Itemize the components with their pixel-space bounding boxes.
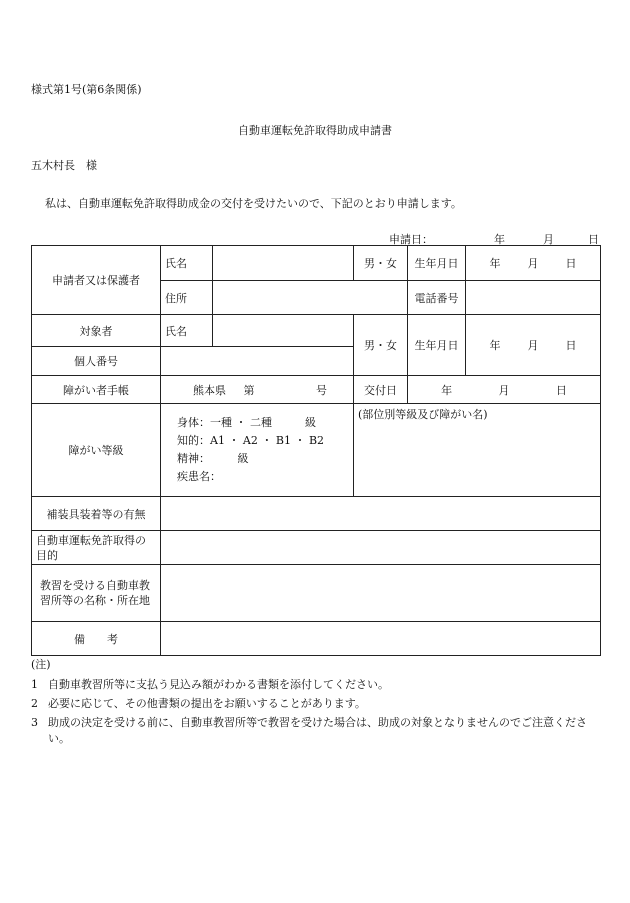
date-day: 日 <box>565 339 577 352</box>
purpose-label: 自動車運転免許取得の目的 <box>32 531 161 565</box>
grade-note: (部位別等級及び障がい名) <box>358 408 488 421</box>
note-number: 1 <box>31 678 38 691</box>
grade-disease: 疾患名： <box>177 470 221 483</box>
school-label: 教習を受ける自動車教習所等の名称・所在地 <box>32 565 161 622</box>
application-date-month: 月 <box>543 233 554 246</box>
applicant-address-field[interactable] <box>213 281 408 315</box>
subject-name-label: 氏名 <box>161 315 213 347</box>
application-date-day: 日 <box>588 233 599 246</box>
date-year: 年 <box>441 383 453 397</box>
application-date-label: 申請日： <box>389 233 433 246</box>
school-field[interactable] <box>161 565 601 622</box>
note-text: 助成の決定を受ける前に、自動車教習所等で教習を受けた場合は、助成の対象となりませんのでご注意ください。 <box>48 716 587 745</box>
note-item <box>31 715 603 747</box>
handbook-prefecture: 熊本県 <box>193 383 226 397</box>
applicant-name-field[interactable] <box>213 246 354 281</box>
note-item <box>31 696 366 712</box>
phone-label: 電話番号 <box>408 281 466 315</box>
date-year: 年 <box>489 257 501 270</box>
subject-birthdate-label: 生年月日 <box>408 315 466 376</box>
disability-handbook-label: 障がい者手帳 <box>32 376 161 404</box>
handbook-number-field[interactable] <box>161 376 354 404</box>
intro-text: 私は、自動車運転免許取得助成金の交付を受けたいので、下記のとおり申請します。 <box>45 197 462 210</box>
applicant-gender[interactable]: 男・女 <box>354 246 408 281</box>
notes-heading: (注) <box>31 658 51 671</box>
subject-name-field[interactable] <box>213 315 354 347</box>
form-number: 様式第1号(第6条関係) <box>31 83 142 96</box>
grade-intellect: 知的：A1 ・ A2 ・ B1 ・ B2 <box>177 434 325 447</box>
application-form-table <box>31 245 601 656</box>
grade-body: 身体：一種 ・ 二種 級 <box>177 416 316 429</box>
applicant-address-label: 住所 <box>161 281 213 315</box>
date-day: 日 <box>565 257 577 270</box>
subject-birthdate-field[interactable] <box>466 315 601 376</box>
date-day: 日 <box>555 383 567 397</box>
purpose-field[interactable] <box>161 531 601 565</box>
note-text: 必要に応じて、その他書類の提出をお願いすることがあります。 <box>48 697 366 710</box>
note-number: 2 <box>31 697 38 710</box>
prosthesis-field[interactable] <box>161 497 601 531</box>
date-month: 月 <box>498 383 510 397</box>
issue-date-label: 交付日 <box>354 376 408 404</box>
date-month: 月 <box>527 257 539 270</box>
applicant-name-label: 氏名 <box>161 246 213 281</box>
addressee: 五木村長 様 <box>31 159 97 172</box>
note-text: 自動車教習所等に支払う見込み額がわかる書類を添付してください。 <box>48 678 389 691</box>
handbook-go: 号 <box>316 383 327 397</box>
remarks-field[interactable] <box>161 622 601 656</box>
individual-number-label: 個人番号 <box>32 347 161 376</box>
issue-date-field[interactable] <box>408 376 601 404</box>
note-number: 3 <box>31 716 38 729</box>
disability-grade-label: 障がい等級 <box>32 404 161 497</box>
grade-detail-field[interactable] <box>354 404 601 497</box>
remarks-label: 備 考 <box>32 622 161 656</box>
grade-mental: 精神： 級 <box>177 452 249 465</box>
form-title: 自動車運転免許取得助成申請書 <box>238 124 392 137</box>
note-item <box>31 677 389 693</box>
subject-gender[interactable]: 男・女 <box>354 315 408 376</box>
applicant-label: 申請者又は保護者 <box>32 246 161 315</box>
application-date-year: 年 <box>494 233 505 246</box>
prosthesis-label: 補装具装着等の有無 <box>32 497 161 531</box>
handbook-dai: 第 <box>243 383 255 397</box>
individual-number-field[interactable] <box>161 347 354 376</box>
disability-grade-field[interactable] <box>161 404 354 497</box>
subject-label: 対象者 <box>32 315 161 347</box>
applicant-birthdate-label: 生年月日 <box>408 246 466 281</box>
applicant-birthdate-field[interactable] <box>466 246 601 281</box>
phone-field[interactable] <box>466 281 601 315</box>
date-month: 月 <box>527 339 539 352</box>
date-year: 年 <box>489 339 501 352</box>
